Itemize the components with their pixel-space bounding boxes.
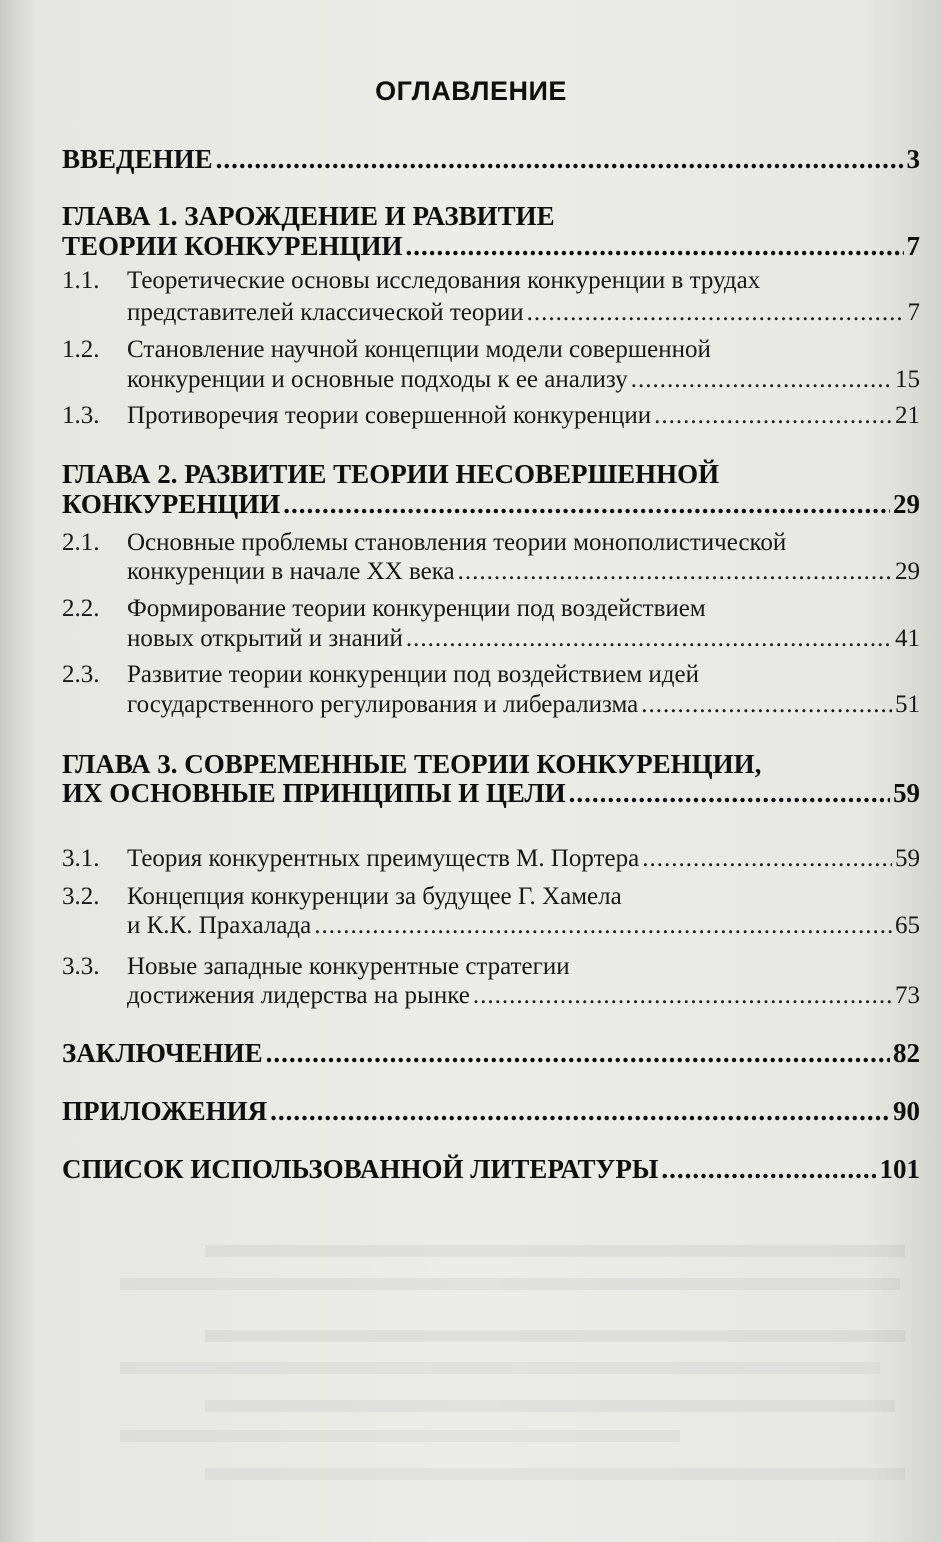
dot-leader [406,233,904,260]
section-3-2-title-cont: и К.К. Прахалада [127,912,312,939]
toc-page-number: 90 [893,1096,920,1126]
toc-entry-label: ПРИЛОЖЕНИЯ [62,1096,268,1126]
toc-entry-chapter-3[interactable] [62,780,920,807]
dot-leader [631,367,892,392]
section-number: 2.1. [62,529,100,556]
toc-entry-bibliography[interactable] [62,1156,920,1183]
toc-entry-label: ЗАКЛЮЧЕНИЕ [62,1038,263,1068]
toc-page-number: 59 [895,845,920,872]
section-1-2-title[interactable]: Становление научной концепции модели совершенной [127,336,711,363]
toc-page-number: 15 [895,366,920,393]
section-1-1-title-cont: представителей классической теории [127,299,524,326]
section-number: 3.3. [62,953,100,980]
section-number: 1.3. [62,402,100,429]
dot-leader [527,300,905,325]
toc-page-number: 7 [907,299,920,326]
toc-entry-label: ВВЕДЕНИЕ [62,144,213,174]
section-2-3-title[interactable]: Развитие теории конкуренции под воздействием идей [127,661,699,688]
dot-leader [458,559,892,584]
section-number: 1.2. [62,336,100,363]
section-2-2-title[interactable]: Формирование теории конкуренции под воздействием [127,595,706,622]
toc-entry-chapter-2[interactable] [62,491,920,518]
toc-page-number: 73 [895,982,920,1009]
toc-page-number: 29 [895,558,920,585]
toc-page-number: 21 [895,402,920,429]
toc-page-number: 51 [895,691,920,718]
dot-leader [473,983,892,1008]
dot-leader [569,780,890,807]
toc-entry-section-3-1[interactable] [127,846,920,871]
section-1-3-title: Противоречия теории совершенной конкуренции [127,402,652,429]
chapter-1-heading[interactable]: ГЛАВА 1. ЗАРОЖДЕНИЕ И РАЗВИТИЕ [62,201,555,231]
section-number: 2.3. [62,661,100,688]
section-2-3-title-cont: государственного регулирования и либерализма [127,691,639,718]
toc-page-number: 82 [893,1038,920,1068]
dot-leader [406,626,892,651]
dot-leader [654,403,892,428]
section-3-2-title[interactable]: Концепция конкуренции за будущее Г. Хамела [127,883,622,910]
dot-leader [283,491,890,518]
toc-entry-section-2-1[interactable] [127,559,920,584]
toc-entry-section-2-2[interactable] [127,626,920,651]
dot-leader [216,146,904,173]
section-2-2-title-cont: новых открытий и знаний [127,625,403,652]
toc-entry-conclusion[interactable] [62,1040,920,1067]
chapter-2-heading[interactable]: ГЛАВА 2. РАЗВИТИЕ ТЕОРИИ НЕСОВЕРШЕННОЙ [62,459,720,489]
page-title: ОГЛАВЛЕНИЕ [375,76,567,106]
toc-page-number: 41 [895,625,920,652]
dot-leader [314,913,892,938]
section-1-2-title-cont: конкуренции и основные подходы к ее анализу [127,366,628,393]
dot-leader [270,1098,890,1125]
section-2-1-title-cont: конкуренции в начале XX века [127,558,455,585]
section-3-3-title[interactable]: Новые западные конкурентные стратегии [127,953,570,980]
toc-page-number: 65 [895,912,920,939]
chapter-1-heading-cont: ТЕОРИИ КОНКУРЕНЦИИ [62,231,403,261]
dot-leader [266,1040,890,1067]
toc-entry-section-1-2[interactable] [127,367,920,392]
toc-entry-section-1-3[interactable] [127,403,920,428]
section-3-1-title: Теория конкурентных преимуществ М. Портера [127,845,640,872]
chapter-2-heading-cont: КОНКУРЕНЦИИ [62,489,281,519]
toc-page-number: 29 [893,489,920,519]
dot-leader [641,692,892,717]
toc-page-number: 3 [906,144,920,174]
toc-entry-chapter-1[interactable] [62,233,920,260]
chapter-3-heading-cont: ИХ ОСНОВНЫЕ ПРИНЦИПЫ И ЦЕЛИ [62,778,566,808]
toc-page-number: 101 [879,1154,920,1184]
section-number: 3.1. [62,845,100,872]
toc-page-number: 7 [906,231,920,261]
toc-entry-section-3-2[interactable] [127,913,920,938]
section-number: 3.2. [62,883,100,910]
section-number: 2.2. [62,595,100,622]
section-2-1-title[interactable]: Основные проблемы становления теории монополистической [127,529,787,556]
toc-entry-appendices[interactable] [62,1098,920,1125]
section-number: 1.1. [62,267,100,294]
toc-entry-section-3-3[interactable] [127,983,920,1008]
toc-entry-section-1-1[interactable] [127,300,920,325]
toc-entry-intro[interactable] [62,146,920,173]
chapter-3-heading[interactable]: ГЛАВА 3. СОВРЕМЕННЫЕ ТЕОРИИ КОНКУРЕНЦИИ, [62,749,762,779]
toc-entry-label: СПИСОК ИСПОЛЬЗОВАННОЙ ЛИТЕРАТУРЫ [62,1154,659,1184]
section-1-1-title[interactable]: Теоретические основы исследования конкуренции в трудах [127,267,761,294]
section-3-3-title-cont: достижения лидерства на рынке [127,982,470,1009]
dot-leader [661,1156,876,1183]
toc-entry-section-2-3[interactable] [127,692,920,717]
toc-page-number: 59 [893,778,920,808]
dot-leader [642,846,892,871]
